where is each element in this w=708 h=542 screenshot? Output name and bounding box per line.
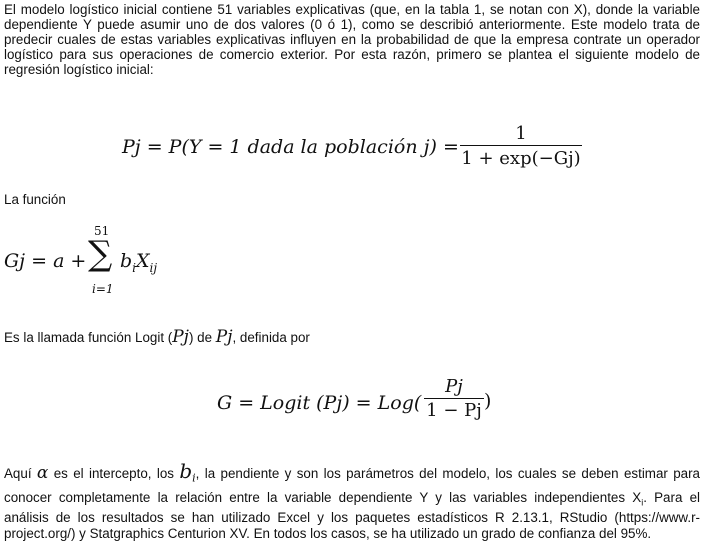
eq3-numerator: Pj	[445, 376, 463, 397]
intro-line-2: dependiente Y puede asumir uno de dos valores (0 ó 1), como se describió anteriormente. Este modelo trata de	[4, 17, 700, 32]
logit-middle: ) de	[188, 330, 216, 345]
eq2-term-b: b	[120, 250, 133, 272]
intro-line-5: regresión logístico inicial:	[4, 62, 154, 77]
eq2-sum-upper: 51	[94, 224, 110, 238]
eq2-sum-lower: i=1	[92, 282, 114, 296]
eq2-lhs: Gj = a +	[4, 250, 87, 272]
eq2-sum-symbol: ∑	[88, 234, 113, 274]
eq1-lhs: Pj = P(Y = 1 dada la población j) =	[122, 136, 459, 158]
final-l2-sub: i	[641, 497, 644, 508]
eq1-fraction	[460, 123, 582, 172]
eq2-term-b-sub: i	[132, 260, 137, 275]
logit-sentence	[4, 327, 310, 347]
final-line-4: project.org/) y Statgraphics Centurion XV. En todos los casos, se ha utilizado un grado de confianza del 95%.	[4, 526, 652, 542]
eq2-term	[120, 250, 157, 275]
intro-paragraph	[4, 2, 700, 77]
final-l2: conocer completamente la relación entre la variable dependiente Y y las variables independientes X	[4, 489, 642, 505]
eq3-fraction	[424, 376, 484, 423]
final-alpha: α	[36, 463, 49, 483]
eq2-term-x: X	[136, 250, 150, 272]
final-l1-a: Aquí	[4, 466, 37, 481]
intro-line-3: predecir cuales de estas variables explicativas influyen en la probabilidad de que la empresa contrate un operador	[4, 32, 700, 47]
final-line-2	[4, 490, 700, 511]
eq2-term-x-sub: ij	[149, 260, 158, 275]
eq1-denominator: 1 + exp(−Gj)	[461, 148, 581, 169]
final-l2-end: . Para el	[643, 489, 700, 505]
logit-after: , definida por	[232, 330, 310, 345]
final-l1-c: , la pendiente y son los parámetros del modelo, los cuales se deben estimar para	[195, 466, 701, 481]
intro-line-4: logístico para sus operaciones de comercio exterior. Por esta razón, primero se plantea el siguiente modelo de	[4, 47, 700, 62]
final-l1-b: es el intercepto, los	[48, 466, 180, 481]
eq3-close-paren: )	[484, 390, 492, 412]
final-bi-sub: i	[192, 471, 196, 485]
final-paragraph	[4, 460, 700, 542]
final-bi: b	[179, 459, 193, 483]
eq3-denominator: 1 − Pj	[426, 400, 482, 421]
eq3-lhs: G = Logit (Pj) = Log(	[217, 392, 422, 414]
logit-before: Es la llamada función Logit (	[4, 330, 173, 345]
final-line-1	[4, 460, 700, 490]
funcion-label: La función	[4, 192, 66, 207]
intro-line-1: El modelo logístico inicial contiene 51 variables explicativas (que, en la tabla 1, se notan con X), donde la variable	[4, 2, 700, 17]
logit-pj-2: Pj	[215, 327, 233, 347]
eq1-numerator: 1	[515, 123, 527, 144]
final-line-3: análisis de los resultados se han utilizado Excel y los paquetes estadísticos R 2.13.1, RStudio (https://www.r-	[4, 510, 700, 526]
logit-pj-1: Pj	[172, 327, 189, 347]
